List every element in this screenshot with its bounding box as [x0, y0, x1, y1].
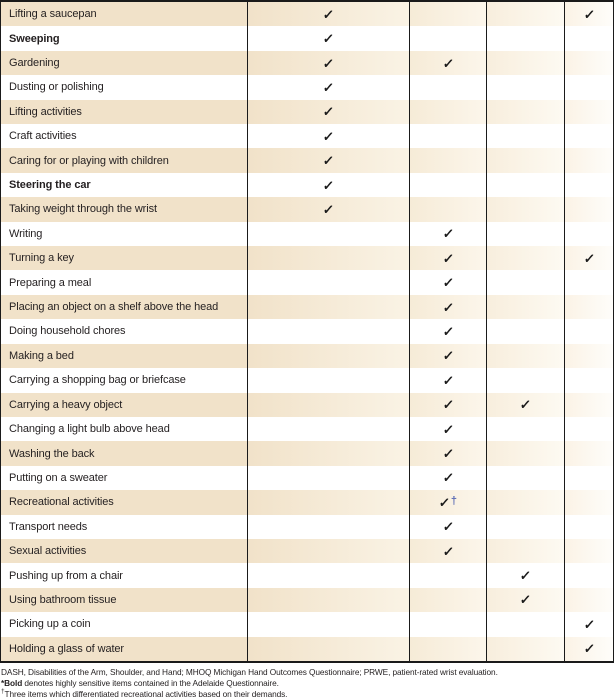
- activity-label: Holding a glass of water: [1, 637, 248, 661]
- empty-cell: [248, 270, 410, 294]
- empty-cell: [410, 100, 487, 124]
- check-icon: ✓: [441, 299, 455, 315]
- empty-cell: [565, 222, 613, 246]
- empty-cell: [248, 588, 410, 612]
- check-icon: ✓: [322, 201, 335, 217]
- table-row: [1, 100, 613, 124]
- activity-label: Changing a light bulb above head: [1, 417, 248, 441]
- check-icon: ✓: [441, 348, 455, 364]
- check-icon: ✓: [322, 31, 335, 47]
- empty-cell: [248, 441, 410, 465]
- empty-cell: [487, 51, 565, 75]
- activity-label: Steering the car: [1, 173, 248, 197]
- empty-cell: [487, 539, 565, 563]
- activity-label: Taking weight through the wrist: [1, 197, 248, 221]
- check-cell: [487, 588, 565, 612]
- empty-cell: [565, 173, 613, 197]
- empty-cell: [487, 295, 565, 319]
- check-icon: ✓: [441, 519, 455, 535]
- activity-label: Using bathroom tissue: [1, 588, 248, 612]
- empty-cell: [410, 612, 487, 636]
- table-row: [1, 270, 613, 294]
- empty-cell: [565, 148, 613, 172]
- empty-cell: [248, 319, 410, 343]
- activity-label: Dusting or polishing: [1, 75, 248, 99]
- table-row: [1, 26, 613, 50]
- empty-cell: [410, 124, 487, 148]
- footnote-dagger-marker: †: [1, 687, 5, 695]
- empty-cell: [487, 270, 565, 294]
- activity-label: Making a bed: [1, 344, 248, 368]
- table-row: [1, 539, 613, 563]
- activity-label: Recreational activities: [1, 490, 248, 514]
- check-icon: ✓: [322, 6, 335, 22]
- check-cell: [410, 51, 487, 75]
- empty-cell: [565, 26, 613, 50]
- table-row: [1, 393, 613, 417]
- check-cell: [565, 2, 613, 26]
- activity-label: Writing: [1, 222, 248, 246]
- empty-cell: [487, 197, 565, 221]
- empty-cell: [487, 417, 565, 441]
- check-cell: [565, 246, 613, 270]
- table-row: [1, 148, 613, 172]
- empty-cell: [487, 100, 565, 124]
- empty-cell: [487, 75, 565, 99]
- check-icon: ✓: [322, 104, 335, 120]
- empty-cell: [248, 368, 410, 392]
- empty-cell: [248, 295, 410, 319]
- empty-cell: [487, 148, 565, 172]
- activity-label: Transport needs: [1, 515, 248, 539]
- check-icon: ✓: [441, 543, 455, 559]
- empty-cell: [565, 368, 613, 392]
- empty-cell: [487, 222, 565, 246]
- activity-label: Sweeping: [1, 26, 248, 50]
- dagger-icon: †: [450, 494, 458, 507]
- empty-cell: [487, 637, 565, 661]
- table-row: [1, 563, 613, 587]
- check-cell: [487, 393, 565, 417]
- activity-label: Sexual activities: [1, 539, 248, 563]
- activity-label: Gardening: [1, 51, 248, 75]
- empty-cell: [565, 441, 613, 465]
- empty-cell: [248, 246, 410, 270]
- empty-cell: [410, 588, 487, 612]
- empty-cell: [248, 515, 410, 539]
- check-cell: [565, 637, 613, 661]
- check-cell: [410, 246, 487, 270]
- empty-cell: [410, 637, 487, 661]
- check-icon: ✓: [441, 250, 455, 266]
- empty-cell: [487, 344, 565, 368]
- check-cell: [410, 466, 487, 490]
- check-cell: [487, 563, 565, 587]
- empty-cell: [487, 319, 565, 343]
- check-icon: ✓: [519, 592, 532, 608]
- check-icon: ✓: [519, 568, 532, 584]
- check-cell: [410, 222, 487, 246]
- footnote-abbreviations-text: DASH, Disabilities of the Arm, Shoulder, and Hand; MHOQ Michigan Hand Outcomes Questionnaire; PRWE, patient-rated wrist evaluation.: [1, 667, 498, 677]
- activity-label: Carrying a shopping bag or briefcase: [1, 368, 248, 392]
- check-cell: [410, 295, 487, 319]
- check-cell: [248, 51, 410, 75]
- empty-cell: [565, 124, 613, 148]
- activity-label: Doing household chores: [1, 319, 248, 343]
- table-row: [1, 2, 613, 26]
- empty-cell: [248, 417, 410, 441]
- check-icon: ✓: [441, 446, 455, 462]
- table-row: [1, 344, 613, 368]
- empty-cell: [565, 539, 613, 563]
- check-cell: [410, 344, 487, 368]
- table-row: [1, 466, 613, 490]
- footnote-abbreviations: [1, 667, 613, 678]
- activity-label: Pushing up from a chair: [1, 563, 248, 587]
- table-row: [1, 246, 613, 270]
- check-icon: ✓: [582, 641, 596, 657]
- empty-cell: [487, 441, 565, 465]
- table-row: [1, 295, 613, 319]
- check-cell: [410, 270, 487, 294]
- empty-cell: [410, 2, 487, 26]
- activity-label: Craft activities: [1, 124, 248, 148]
- footnote-bold-text: denotes highly sensitive items contained in the Adelaide Questionnaire.: [22, 677, 279, 688]
- activity-label: Putting on a sweater: [1, 466, 248, 490]
- table-row: [1, 75, 613, 99]
- check-cell: [248, 124, 410, 148]
- table-footnotes: [0, 663, 615, 699]
- empty-cell: [565, 563, 613, 587]
- empty-cell: [410, 148, 487, 172]
- table-row: [1, 197, 613, 221]
- empty-cell: [565, 344, 613, 368]
- check-cell: [410, 368, 487, 392]
- empty-cell: [565, 295, 613, 319]
- footnote-bold-marker: *Bold: [1, 677, 23, 688]
- empty-cell: [565, 417, 613, 441]
- empty-cell: [248, 466, 410, 490]
- empty-cell: [565, 515, 613, 539]
- table-row: [1, 417, 613, 441]
- check-icon: ✓: [441, 226, 455, 242]
- empty-cell: [487, 515, 565, 539]
- check-cell: [248, 2, 410, 26]
- check-icon: ✓: [441, 470, 455, 486]
- empty-cell: [487, 124, 565, 148]
- table-row: [1, 637, 613, 661]
- check-icon: ✓: [441, 372, 455, 388]
- activity-label: Washing the back: [1, 441, 248, 465]
- table-row: [1, 515, 613, 539]
- check-cell: [248, 148, 410, 172]
- table-row: [1, 124, 613, 148]
- check-icon: ✓: [322, 128, 335, 144]
- table-row: [1, 441, 613, 465]
- empty-cell: [565, 393, 613, 417]
- empty-cell: [565, 51, 613, 75]
- empty-cell: [487, 368, 565, 392]
- table-row: [1, 319, 613, 343]
- empty-cell: [487, 466, 565, 490]
- check-cell: [410, 393, 487, 417]
- empty-cell: [248, 222, 410, 246]
- check-icon: ✓: [441, 55, 455, 71]
- check-icon: ✓: [441, 421, 455, 437]
- empty-cell: [248, 563, 410, 587]
- empty-cell: [248, 612, 410, 636]
- empty-cell: [565, 588, 613, 612]
- empty-cell: [487, 246, 565, 270]
- check-icon: ✓: [322, 55, 335, 71]
- table-row: [1, 588, 613, 612]
- empty-cell: [487, 26, 565, 50]
- check-icon: ✓: [519, 397, 532, 413]
- check-icon: ✓: [322, 153, 335, 169]
- empty-cell: [487, 612, 565, 636]
- empty-cell: [248, 490, 410, 514]
- check-icon: ✓: [582, 6, 596, 22]
- empty-cell: [565, 466, 613, 490]
- check-cell: [410, 490, 487, 514]
- empty-cell: [248, 344, 410, 368]
- activity-label: Preparing a meal: [1, 270, 248, 294]
- table-row: [1, 222, 613, 246]
- empty-cell: [487, 490, 565, 514]
- empty-cell: [410, 26, 487, 50]
- check-cell: [410, 319, 487, 343]
- empty-cell: [565, 100, 613, 124]
- check-cell: [248, 197, 410, 221]
- check-cell: [248, 75, 410, 99]
- check-icon: ✓: [441, 275, 455, 291]
- activity-label: Lifting a saucepan: [1, 2, 248, 26]
- check-cell: [410, 417, 487, 441]
- table-row: [1, 612, 613, 636]
- empty-cell: [410, 173, 487, 197]
- check-icon: ✓: [438, 494, 451, 510]
- empty-cell: [487, 2, 565, 26]
- activity-label: Picking up a coin: [1, 612, 248, 636]
- table-row: [1, 368, 613, 392]
- check-cell: [248, 100, 410, 124]
- footnote-dagger: [1, 689, 613, 700]
- empty-cell: [487, 173, 565, 197]
- empty-cell: [248, 637, 410, 661]
- activity-label: Turning a key: [1, 246, 248, 270]
- footnote-dagger-text: Three items which differentiated recreational activities based on their demands.: [4, 688, 288, 699]
- empty-cell: [565, 270, 613, 294]
- empty-cell: [410, 563, 487, 587]
- empty-cell: [248, 393, 410, 417]
- table-row: [1, 173, 613, 197]
- activity-label: Carrying a heavy object: [1, 393, 248, 417]
- check-cell: [410, 515, 487, 539]
- empty-cell: [565, 490, 613, 514]
- check-cell: [410, 441, 487, 465]
- empty-cell: [565, 75, 613, 99]
- check-icon: ✓: [322, 79, 335, 95]
- check-icon: ✓: [441, 397, 455, 413]
- check-cell: [565, 612, 613, 636]
- check-icon: ✓: [582, 250, 596, 266]
- footnote-bold: [1, 678, 613, 689]
- check-icon: ✓: [582, 616, 596, 632]
- check-cell: [248, 26, 410, 50]
- check-icon: ✓: [322, 177, 335, 193]
- check-cell: [248, 173, 410, 197]
- empty-cell: [410, 197, 487, 221]
- empty-cell: [248, 539, 410, 563]
- check-cell: [410, 539, 487, 563]
- empty-cell: [410, 75, 487, 99]
- empty-cell: [565, 319, 613, 343]
- activity-label: Placing an object on a shelf above the head: [1, 295, 248, 319]
- check-icon: ✓: [441, 323, 455, 339]
- activity-label: Lifting activities: [1, 100, 248, 124]
- table-row: [1, 490, 613, 514]
- table-row: [1, 51, 613, 75]
- empty-cell: [565, 197, 613, 221]
- activity-label: Caring for or playing with children: [1, 148, 248, 172]
